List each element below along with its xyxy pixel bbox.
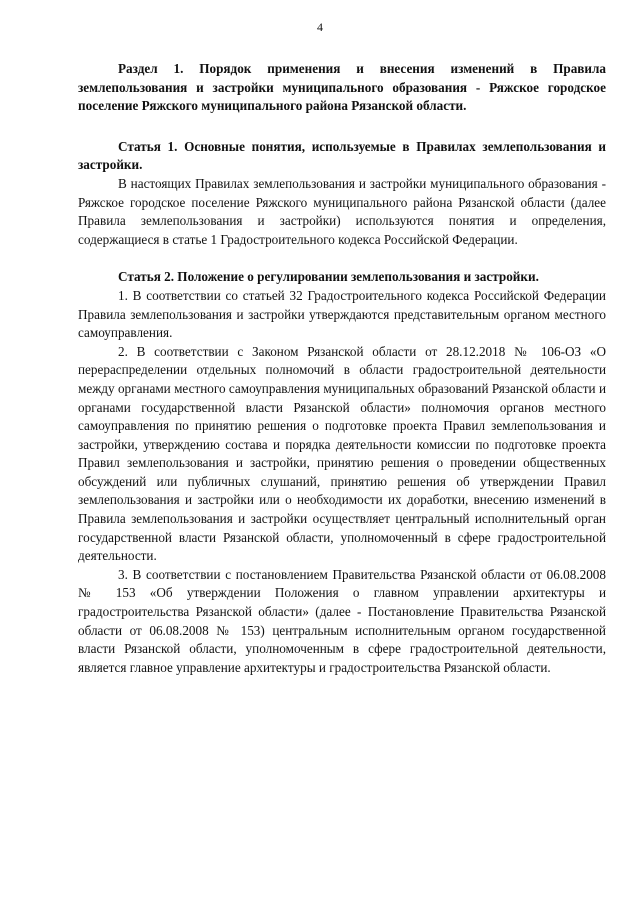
document-body: [78, 60, 606, 677]
section-1-heading: Раздел 1. Порядок применения и внесения изменений в Правила землепользования и застройки муниципального образования - Ряжское городское поселение Ряжского муниципального района Рязанской области.: [78, 61, 606, 114]
article-1-paragraph-1: В настоящих Правилах землепользования и застройки муниципального образования - Ряжское городское поселение Ряжского муниципального района Рязанской области (далее Правила землепользования и застройки) используются понятия и определения, содержащиеся в статье 1 Градостроительного кодекса Российской Федерации.: [78, 175, 606, 247]
article-2-paragraph-1: 1. В соответствии со статьей 32 Градостроительного кодекса Российской Федерации Правила землепользования и застройки утверждаются представительным органом местного самоуправления.: [78, 287, 606, 341]
article-2-paragraph-3: 3. В соответствии с постановлением Правительства Рязанской области от 06.08.2008 № 153 «Об утверждении Положения о главном управлении архитектуры и градостроительства Рязанской области» (далее - Постановление Правительства Рязанской области от 06.08.2008 № 153) центральным исполнительным органом государственной власти Рязанской области, уполномоченным в сфере градостроительной деятельности, является главное управление архитектуры и градостроительства Рязанской области.: [78, 566, 606, 675]
page-number: 4: [317, 20, 323, 34]
article-2-heading: Статья 2. Положение о регулировании землепользования и застройки.: [118, 269, 539, 285]
article-1-heading: Статья 1. Основные понятия, используемые в Правилах землепользования и застройки.: [78, 138, 606, 173]
spacer: [78, 249, 606, 268]
article-2-paragraph-2: 2. В соответствии с Законом Рязанской области от 28.12.2018 № 106-ОЗ «О перераспределении отдельных полномочий в области градостроительной деятельности между органами местного самоуправления муниципальных образований Рязанской области и органами государственной власти Рязанской области» полномочия органов местного самоуправления по принятию решения о подготовке проекта Правил землепользования и застройки, утверждению состава и порядка деятельности комиссии по подготовке проекта Правил землепользования и застройки, принятию решения о проведении общественных обсуждений или публичных слушаний, принятию решения об утверждении Правил землепользования и застройки или о необходимости их доработки, внесению изменений в Правила землепользования и застройки осуществляет центральный исполнительный орган государственной власти Рязанской области, уполномоченный в сфере градостроительной деятельности.: [78, 343, 606, 564]
